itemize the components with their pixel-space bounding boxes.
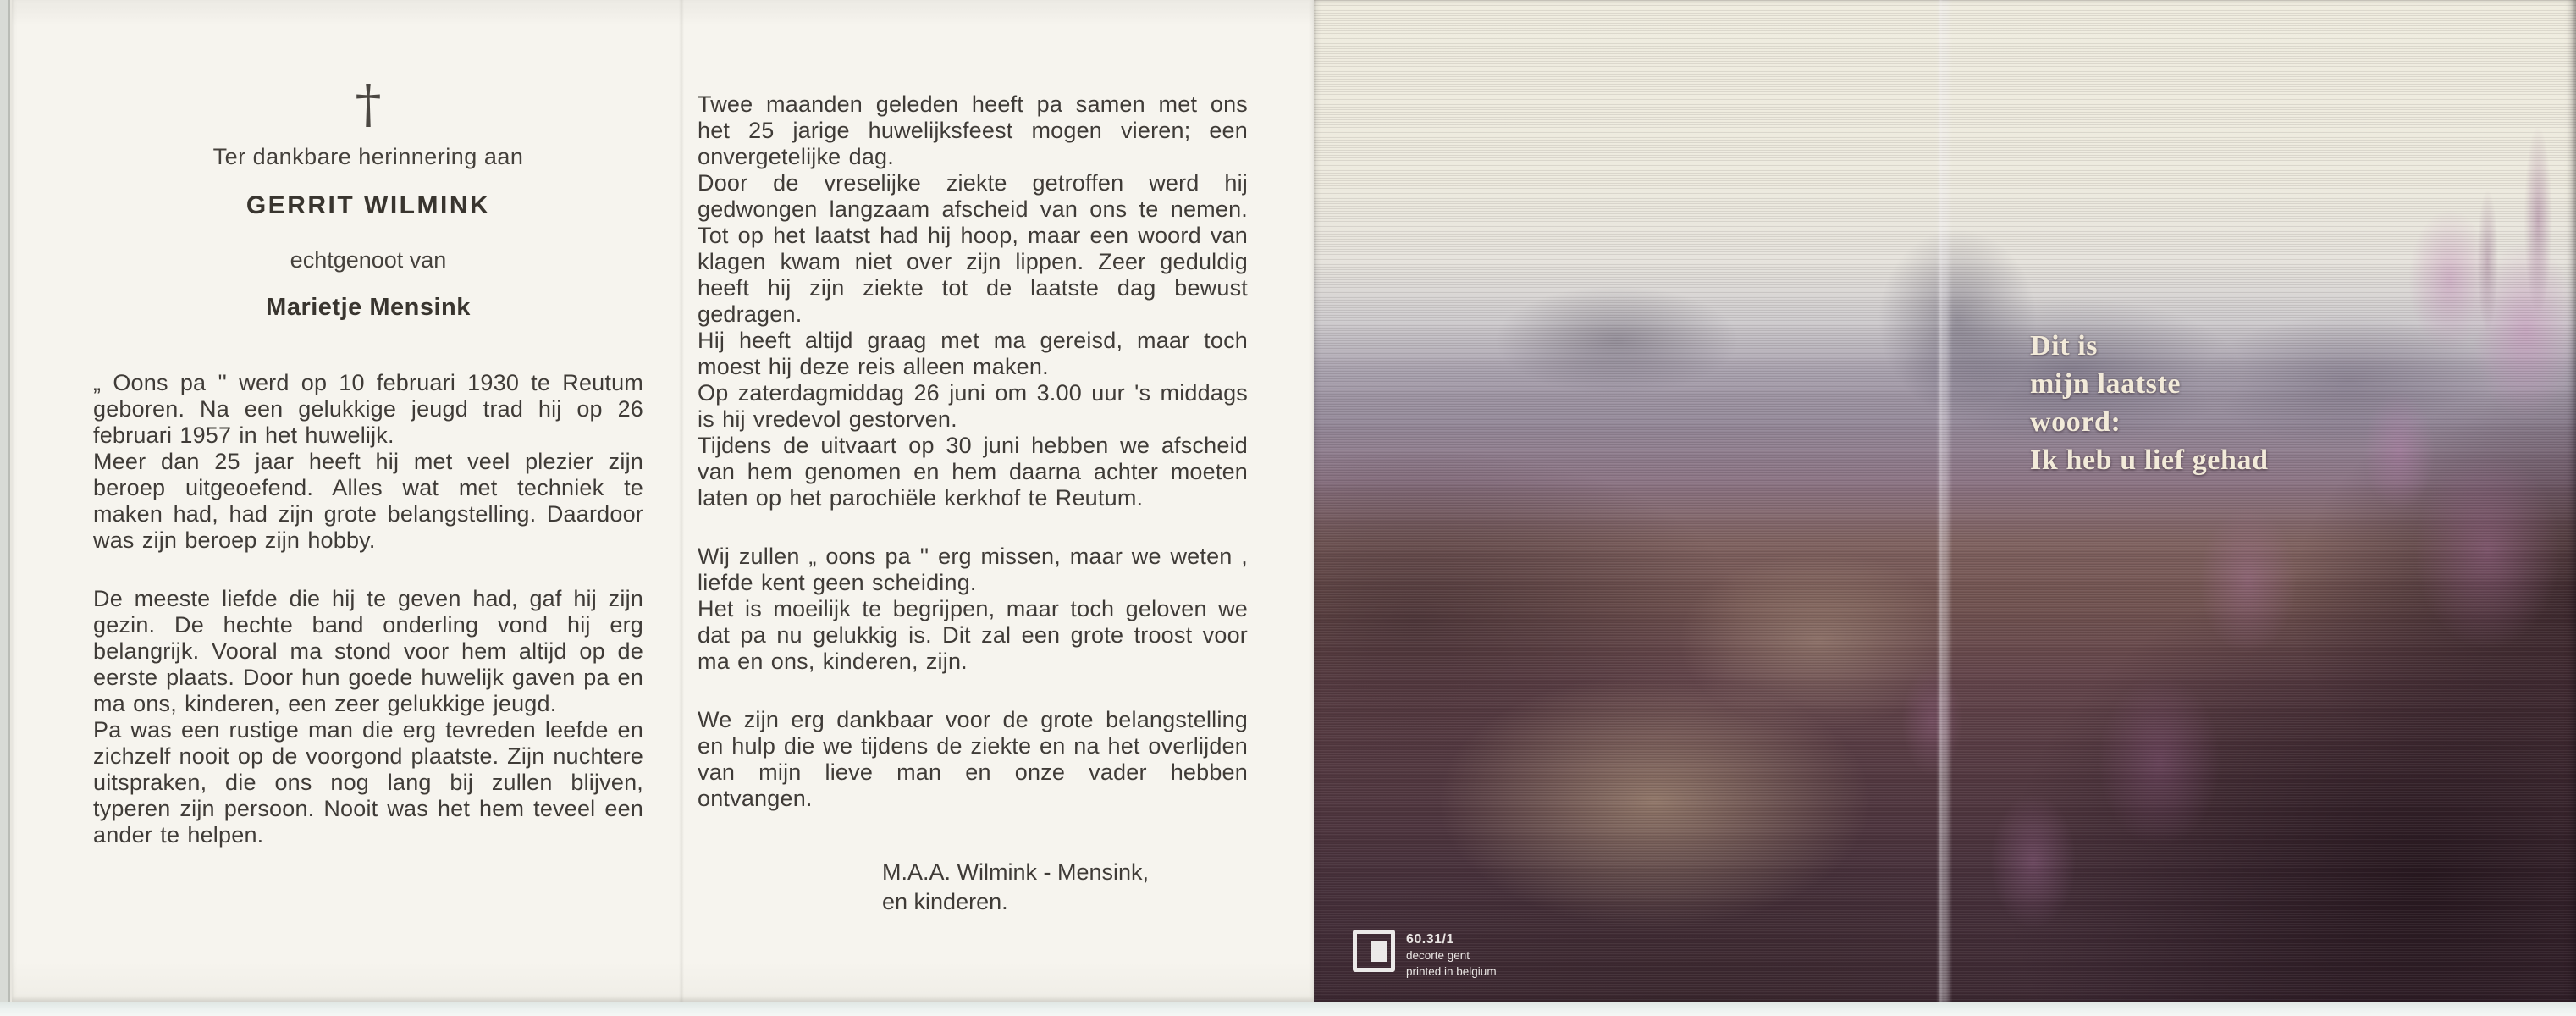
left-panel-body <box>93 370 643 848</box>
paragraph: Meer dan 25 jaar heeft hij met veel plezier zijn beroep uitgeoefend. Alles wat met techniek te maken had, had zijn grote belangstelling. Daardoor was zijn beroep zijn hobby. <box>93 449 643 553</box>
deceased-name: GERRIT WILMINK <box>245 191 491 219</box>
scan-bottom-edge <box>0 1002 2576 1016</box>
memorial-intro: Ter dankbare herinnering aan <box>212 144 524 169</box>
middle-paragraphs <box>698 91 1248 812</box>
printer-name: decorte gent <box>1406 949 1470 962</box>
signature-children: en kinderen. <box>882 889 1008 914</box>
signature-name: M.A.A. Wilmink - Mensink, <box>882 859 1150 885</box>
paragraph: We zijn erg dankbaar voor de grote belangstelling en hulp die we tijdens de ziekte en na het overlijden van mijn lieve man en onze vader hebben ontvangen. <box>698 707 1248 811</box>
spouse-name: Marietje Mensink <box>266 294 471 321</box>
paragraph: Twee maanden geleden heeft pa samen met ons het 25 jarige huwelijksfeest mogen vieren; een onvergetelijke dag. <box>698 91 1248 169</box>
middle-panel-body <box>698 91 1248 917</box>
printer-mark <box>1353 930 1497 980</box>
signature-block <box>698 858 1248 917</box>
printer-card-number: 60.31/1 <box>1406 932 1454 947</box>
left-text-panel <box>93 0 643 1002</box>
relation-label: echtgenoot van <box>290 247 447 273</box>
photo-quote <box>2030 327 2386 479</box>
paragraph: „ Oons pa '' werd op 10 februari 1930 te Reutum geboren. Na een gelukkige jeugd trad hij op 26 februari 1957 in het huwelijk. <box>93 370 643 448</box>
paragraph: Hij heeft altijd graag met ma gereisd, maar toch moest hij deze reis alleen maken. <box>698 328 1248 379</box>
paragraph: Pa was een rustige man die erg tevreden leefde en zichzelf nooit op de voorgond plaatste. Zijn nuchtere uitspraken, die ons nog lang bij zullen blijven, typeren zijn persoon. Nooit was het hem teveel een ander te helpen. <box>93 717 643 848</box>
photo-quote-line: Dit is <box>2030 330 2099 362</box>
scan-left-edge <box>0 0 12 1016</box>
paragraph: Op zaterdagmiddag 26 juni om 3.00 uur 's middags is hij vredevol gestorven. <box>698 380 1248 432</box>
photo-fold-crease <box>1939 0 1943 1002</box>
heather-landscape-photo <box>1314 0 2576 1002</box>
paragraph: De meeste liefde die hij te geven had, gaf hij zijn gezin. De hechte band onderling vond hij erg belangrijk. Vooral ma stond voor hem altijd op de eerste plaats. Door hun goede huwelijk gaven pa en ma ons, kinderen, een zeer gelukkige jeugd. <box>93 586 643 716</box>
paragraph: Het is moeilijk te begrijpen, maar toch geloven we dat pa nu gelukkig is. Dit zal een grote troost voor ma en ons, kinderen, zijn. <box>698 596 1248 674</box>
printer-origin: printed in belgium <box>1406 965 1497 978</box>
printer-mark-text <box>1406 930 1497 980</box>
paragraph: Door de vreselijke ziekte getroffen werd hij gedwongen langzaam afscheid van ons te nemen. Tot op het laatst had hij hoop, maar een woord van klagen kwam niet over zijn lippen. Zeer geduldig heeft hij zijn ziekte tot de laatste dag bewust gedragen. <box>698 170 1248 327</box>
photo-quote-line: mijn laatste <box>2030 368 2182 400</box>
paragraph: Tijdens de uitvaart op 30 juni hebben we afscheid van hem genomen en hem daarna achter moeten laten op het parochiële kerkhof te Reutum. <box>698 433 1248 511</box>
printer-logo-icon <box>1353 930 1395 972</box>
middle-text-panel <box>698 0 1248 1002</box>
panel-fold-crease <box>679 0 684 1002</box>
cross-icon: † <box>355 73 382 135</box>
printer-logo-inner-square <box>1371 941 1387 962</box>
photo-quote-line: Ik heb u lief gehad <box>2030 444 2269 476</box>
paragraph: Wij zullen „ oons pa '' erg missen, maar we weten , liefde kent geen scheiding. <box>698 544 1248 595</box>
photo-quote-line: woord: <box>2030 406 2121 438</box>
